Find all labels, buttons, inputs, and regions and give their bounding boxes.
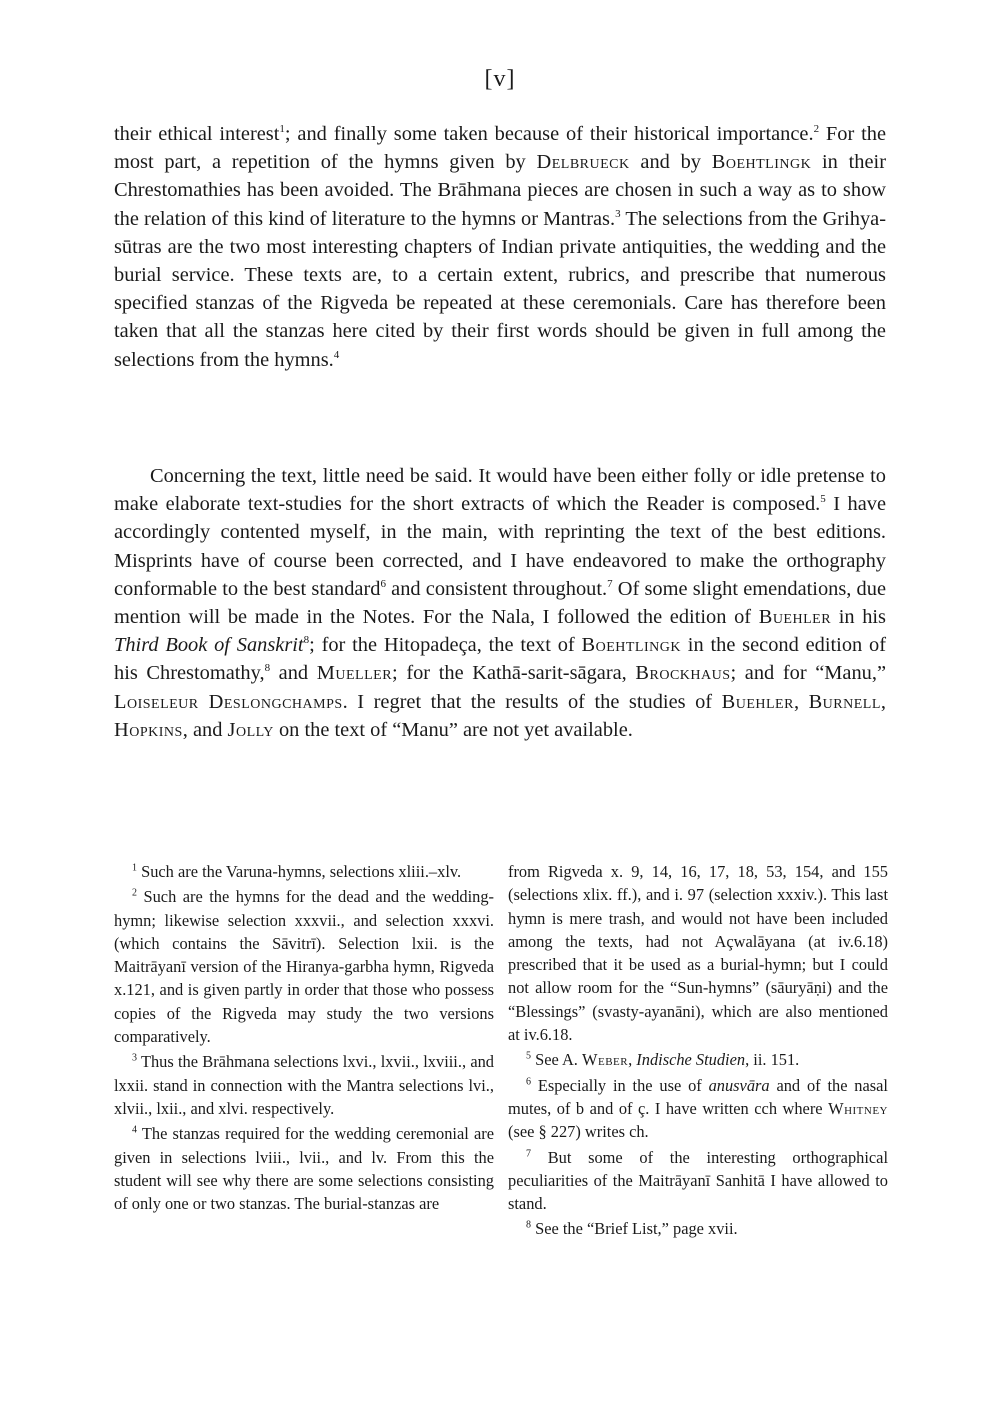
footnote-number: 5 <box>526 1050 531 1062</box>
footnote-number: 6 <box>526 1076 531 1088</box>
footnote-text: , ii. 151. <box>745 1050 800 1070</box>
footnote-number: 8 <box>526 1219 531 1231</box>
footnote-number: 2 <box>132 887 137 899</box>
text-run: Of some slight emendations, due mention will be made in the Notes. For the Nala, I followed the edition of <box>114 577 887 629</box>
footnote-text: But some of the interesting orthographical peculiarities of the Maitrāyanī Sanhitā I have allowed to stand. <box>508 1147 888 1214</box>
footnote-ref-8: 8 <box>303 634 310 647</box>
footnote-ref-6: 6 <box>380 578 386 591</box>
paragraph-selection-rationale <box>114 120 886 374</box>
footnote-text: See the “Brief List,” page xvii. <box>531 1219 738 1239</box>
author-name: Burnell <box>808 690 881 713</box>
footnote-text: See A. <box>531 1050 582 1070</box>
text-run: and consistent throughout. <box>385 577 608 600</box>
text-run: . I regret that the results of the studies of <box>342 690 722 713</box>
footnote-number: 7 <box>526 1148 531 1160</box>
text-run: and by <box>629 151 712 174</box>
text-run: , and <box>182 718 228 741</box>
author-name: Mueller <box>316 662 393 685</box>
footnote-number: 1 <box>132 862 137 874</box>
footnotes-right-column <box>508 860 888 1241</box>
footnote-number: 3 <box>132 1052 137 1064</box>
page-number: [v] <box>484 66 516 92</box>
book-title: Third Book of Sanskrit <box>114 634 304 657</box>
footnote-text: Such are the Varuna-hymns, selections xliii.–xlv. <box>137 862 462 881</box>
footnote-text: Especially in the use of <box>531 1075 709 1095</box>
footnote-text: and of the nasal mutes, of b and of ç. I have written cch where <box>508 1075 888 1118</box>
author-name: Loiseleur Deslongchamps <box>114 690 343 713</box>
footnote-text: Thus the Brāhmana selections lxvi., lxvii., lxviii., and lxxii. stand in connection with the Mantra selections lvi., xlvii., lxii., and xlvi. respectively. <box>114 1052 494 1118</box>
author-name: Weber <box>582 1050 629 1070</box>
book-title: Indische Studien <box>636 1050 746 1070</box>
footnote-4 <box>114 1122 494 1215</box>
author-name: Boehtlingk <box>711 151 812 174</box>
footnotes-left-column <box>114 860 494 1215</box>
footnote-1 <box>114 860 494 883</box>
author-name: Jolly <box>227 718 274 741</box>
footnote-text: , <box>628 1050 637 1070</box>
footnote-2 <box>114 885 494 1048</box>
author-name: Buehler <box>758 606 832 629</box>
author-name: Brockhaus <box>635 662 731 685</box>
text-run: on the text of “Manu” are not yet available. <box>273 718 633 741</box>
footnote-8 <box>508 1217 888 1240</box>
footnote-ref-7: 7 <box>607 578 613 591</box>
text-run: For the most part, a repetition of the hymns given by <box>114 123 886 174</box>
footnote-ref-3: 3 <box>615 207 621 220</box>
footnote-text: Such are the hymns for the dead and the wedding-hymn; likewise selection xxxvii., and selection xxxvi. (which contains the Sāvitrī). Selection lxii. is the Maitrāyanī version of the Hiranya-garbha hymn, Rigveda x.121, and is given partly in order that those who possess copies of the Rigveda may study the two versions comparatively. <box>114 887 494 1047</box>
footnote-6 <box>508 1074 888 1144</box>
text-run: ; and finally some taken because of their historical importance. <box>284 123 814 145</box>
text-run: , <box>880 690 886 713</box>
text-run: I have accordingly contented myself, in the main, with reprinting the text of the best editions. Misprints have of course been corrected, and I have endeavored to make the orthography conformable to the best standard <box>114 493 886 600</box>
text-run: ; for the Hitopadeça, the text of <box>309 634 582 657</box>
author-name: Buehler <box>721 690 794 713</box>
text-run: in the second edition of his Chrestomathy, <box>114 634 887 685</box>
footnote-3 <box>114 1050 494 1120</box>
text-run: ; for the Kathā-sarit-sāgara, <box>392 662 636 685</box>
text-run: in his <box>831 606 886 629</box>
footnote-ref-8: 8 <box>264 662 271 675</box>
paragraph-text-sources <box>114 462 886 744</box>
text-run: ; and for “Manu,” <box>730 662 886 685</box>
footnote-4-continued: from Rigveda x. 9, 14, 16, 17, 18, 53, 154, and 155 (selections xlix. ff.), and i. 97 (selection xxxiv.). This last hymn is mere trash, and would not have been included among the texts, had not Açwalāyana (at iv.6.18) prescribed that it be used as a burial-hymn; but I could not allow room for the “Sun-hymns” (sāuryāṇi) and the “Blessings” (svasty-ayanāni), which are also mentioned at iv.6.18. <box>508 862 888 1045</box>
footnote-text: (see § 227) writes ch. <box>508 1122 649 1142</box>
footnote-7 <box>508 1146 888 1216</box>
footnote-number: 4 <box>132 1124 137 1136</box>
author-name: Boehtlingk <box>581 634 681 657</box>
author-name: Delbrueck <box>536 151 630 174</box>
text-run: The selections from the Grihya-sūtras are the two most interesting chapters of Indian private antiquities, the wedding and the burial service. These texts are, to a certain extent, rubrics, and prescribe that numerous specified stanzas of the Rigveda be repeated at these ceremonials. Care has therefore been taken that all the stanzas here cited by their first words should be given in full among the selections from the hymns. <box>114 207 886 371</box>
footnote-5 <box>508 1048 888 1071</box>
term: anusvāra <box>708 1075 770 1095</box>
text-run: in their Chrestomathies has been avoided. The Brāhmana pieces are chosen in such a way as to show the relation of this kind of literature to the hymns or Mantras. <box>114 151 886 230</box>
footnote-ref-1: 1 <box>279 123 285 136</box>
author-name: Hopkins <box>114 718 183 741</box>
footnote-text: The stanzas required for the wedding ceremonial are given in selections lviii., lvii., and lv. From this the student will see why there are some selections consisting of only one or two stanzas. The burial-stanzas are <box>114 1124 494 1214</box>
footnote-ref-5: 5 <box>820 493 826 506</box>
footnote-ref-2: 2 <box>813 123 820 136</box>
author-name: Whitney <box>828 1098 888 1118</box>
text-run: and <box>270 662 317 685</box>
text-run: their ethical interest <box>114 123 280 145</box>
footnote-ref-4: 4 <box>333 348 340 361</box>
text-run: Concerning the text, little need be said. It would have been either folly or idle pretense to make elaborate text-studies for the short extracts of which the Reader is composed. <box>114 465 886 516</box>
text-run: , <box>793 690 809 713</box>
